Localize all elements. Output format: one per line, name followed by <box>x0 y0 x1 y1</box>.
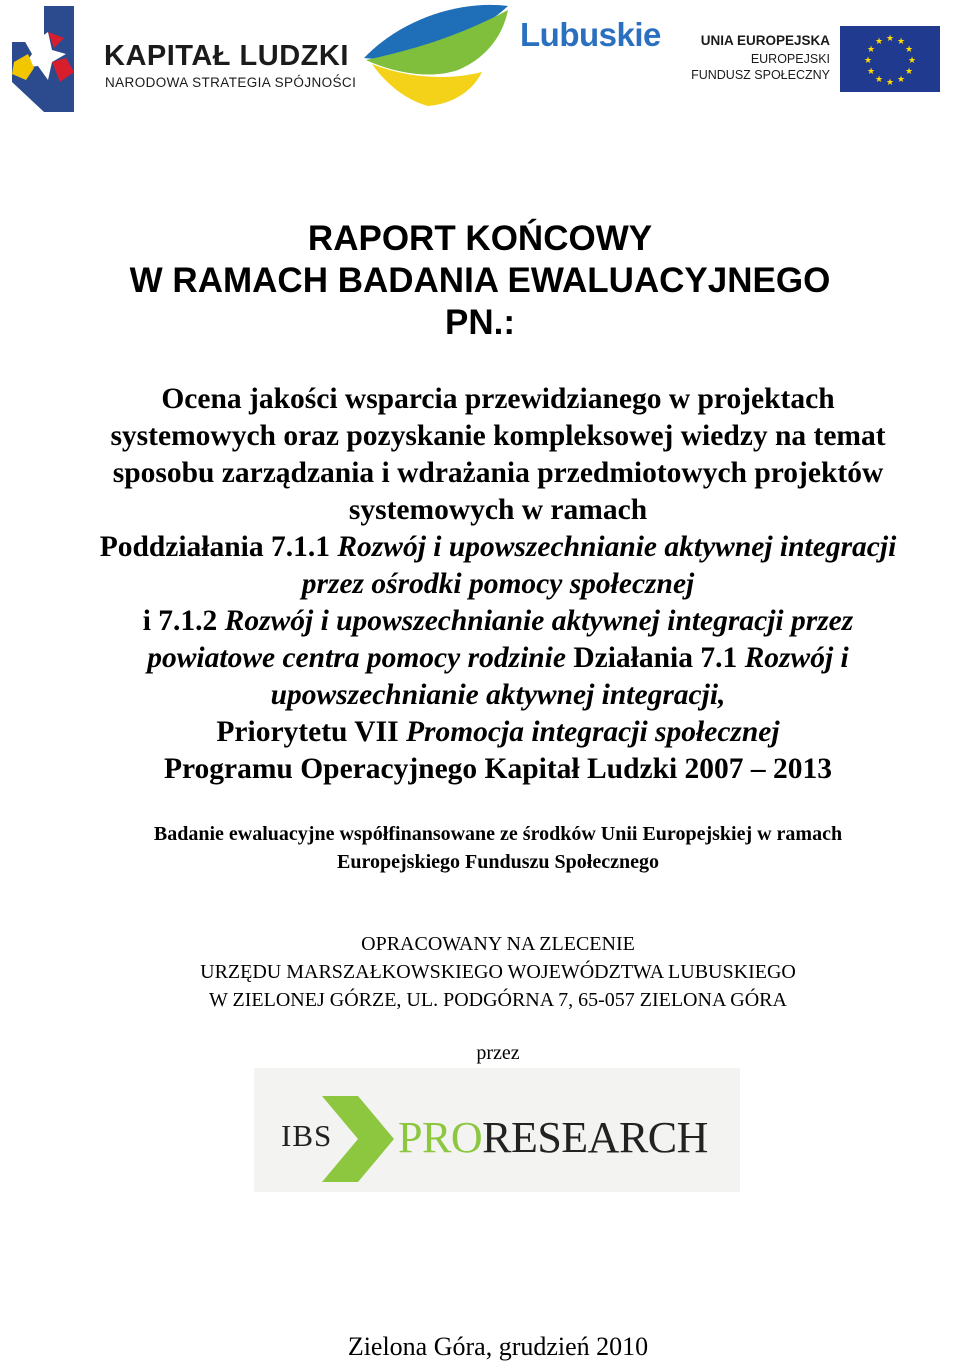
subject-line: sposobu zarządzania i wdrażania przedmiotowych projektów <box>112 457 884 489</box>
pro-text: PRO <box>398 1113 483 1162</box>
svg-text:★: ★ <box>885 34 895 44</box>
kapital-ludzki-title: KAPITAŁ LUDZKI <box>104 40 349 72</box>
subject-italic-text: Rozwój i upowszechnianie aktywnej integracji <box>337 531 897 563</box>
subject-line <box>40 529 956 566</box>
subject-line <box>40 566 956 603</box>
ibs-arrow-icon <box>318 1096 398 1182</box>
kapital-ludzki-emblem-icon <box>4 2 104 117</box>
subject-italic-text: Rozwój i upowszechnianie aktywnej integracji przez <box>224 605 854 637</box>
prepared-by-label: przez <box>476 1042 520 1064</box>
report-subject <box>40 381 956 788</box>
commissioned-line2: URZĘDU MARSZAŁKOWSKIEGO WOJEWÓDZTWA LUBUSKIEGO <box>200 961 796 983</box>
cofinancing-line2: Europejskiego Funduszu Społecznego <box>337 851 659 873</box>
subject-italic-text: przez ośrodki pomocy społecznej <box>301 568 695 600</box>
subject-line: systemowych w ramach <box>348 494 648 526</box>
subject-italic-text: upowszechnianie aktywnej integracji, <box>270 679 726 711</box>
svg-text:★: ★ <box>863 56 873 66</box>
research-text: RESEARCH <box>482 1113 708 1162</box>
kapital-ludzki-logo <box>4 2 357 117</box>
svg-text:★: ★ <box>896 75 906 85</box>
report-title-line2: W RAMACH BADANIA EWALUACYJNEGO <box>129 261 831 300</box>
proresearch-text <box>398 1112 708 1163</box>
subject-line: systemowych oraz pozyskanie kompleksowej wiedzy na temat <box>110 420 886 452</box>
lubuskie-emblem-icon <box>362 0 512 115</box>
commissioned-line1: OPRACOWANY NA ZLECENIE <box>361 933 635 955</box>
ibs-logo-text: IBS <box>281 1118 333 1153</box>
eu-logo-line3: FUNDUSZ SPOŁECZNY <box>691 68 830 82</box>
eu-flag-icon <box>840 26 940 92</box>
subject-italic-text: Promocja integracji społecznej <box>405 716 780 748</box>
svg-text:★: ★ <box>904 45 914 55</box>
report-title-line1: RAPORT KOŃCOWY <box>307 219 653 258</box>
kapital-ludzki-subtitle: NARODOWA STRATEGIA SPÓJNOŚCI <box>105 75 357 90</box>
subject-text: Poddziałania 7.1.1 <box>99 531 338 563</box>
svg-text:★: ★ <box>866 45 876 55</box>
subject-line <box>40 714 956 751</box>
svg-text:★: ★ <box>904 67 914 77</box>
eu-logo-line2: EUROPEJSKI <box>750 52 830 66</box>
cofinancing-note <box>0 820 960 876</box>
lubuskie-name: Lubuskie <box>520 16 661 53</box>
eu-efs-logo <box>676 14 942 104</box>
subject-italic-text: powiatowe centra pomocy rodzinie <box>147 642 566 674</box>
ibs-proresearch-logo <box>254 1068 740 1192</box>
subject-line: Ocena jakości wsparcia przewidzianego w projektach <box>161 383 835 415</box>
commissioned-by <box>0 930 960 1014</box>
cofinancing-line1: Badanie ewaluacyjne współfinansowane ze środków Unii Europejskiej w ramach <box>153 823 843 845</box>
subject-text: i 7.1.2 <box>142 605 225 637</box>
report-title-line3: PN.: <box>445 303 515 342</box>
commissioned-line3: W ZIELONEJ GÓRZE, UL. PODGÓRNA 7, 65-057 ZIELONA GÓRA <box>209 989 787 1011</box>
svg-text:★: ★ <box>866 67 876 77</box>
report-title <box>0 218 960 344</box>
subject-line <box>40 603 956 640</box>
svg-text:★: ★ <box>907 56 917 66</box>
svg-text:★: ★ <box>874 37 884 47</box>
svg-text:★: ★ <box>885 78 895 88</box>
subject-line: Programu Operacyjnego Kapitał Ludzki 2007 – 2013 <box>163 753 833 785</box>
subject-line <box>40 640 956 677</box>
place-date: Zielona Góra, grudzień 2010 <box>347 1332 649 1361</box>
subject-text: Działania 7.1 <box>565 642 745 674</box>
svg-text:★: ★ <box>874 75 884 85</box>
eu-logo-line1: UNIA EUROPEJSKA <box>700 33 830 48</box>
subject-text: Priorytetu VII <box>216 716 406 748</box>
header-logos <box>0 0 960 120</box>
subject-italic-text: Rozwój i <box>744 642 849 674</box>
svg-text:★: ★ <box>896 37 906 47</box>
subject-line <box>40 677 956 714</box>
lubuskie-logo <box>362 0 661 115</box>
